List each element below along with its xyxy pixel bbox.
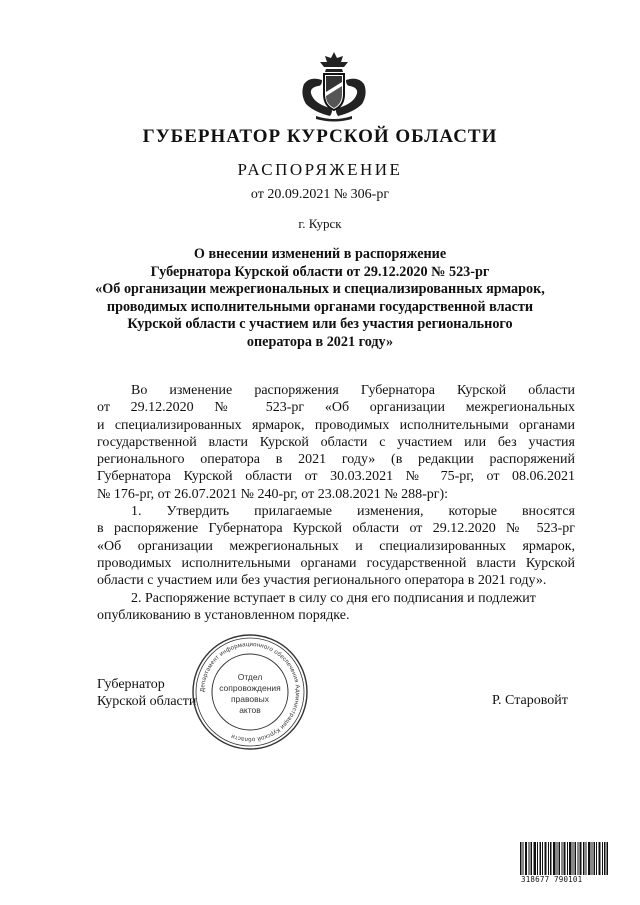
- signatory-position-line: Губернатор: [97, 677, 165, 692]
- signatory-name: Р. Старовойт: [492, 693, 568, 708]
- subject-line: О внесении изменений в распоряжение: [193, 246, 447, 262]
- subject-line: оператора в 2021 году»: [246, 333, 394, 350]
- subject-line: Курской области с участием или без участия регионального: [127, 316, 513, 332]
- document-subject: [0, 246, 640, 351]
- body-line: 1. Утвердить прилагаемые изменения, которые вносятся: [131, 504, 575, 520]
- document-type: РАСПОРЯЖЕНИЕ: [237, 160, 403, 179]
- subject-line: «Об организации межрегиональных и специализированных ярмарок,: [95, 281, 545, 297]
- body-line: государственной власти Курской области с участием или без участия: [97, 434, 575, 450]
- body-line: № 176-рг, от 26.07.2021 № 240-рг, от 23.08.2021 № 288-рг):: [97, 486, 449, 502]
- body-line: и специализированных ярмарок, проводимых исполнительными органами: [97, 417, 575, 433]
- coat-of-arms-icon: [296, 50, 372, 122]
- subject-line: проводимых исполнительными органами государственной власти: [106, 298, 534, 315]
- signatory-position-line: Курской области: [97, 694, 197, 710]
- body-line: от 29.12.2020 № 523-рг «Об организации межрегиональных: [97, 400, 575, 416]
- document-number: от 20.09.2021 № 306-рг: [250, 187, 390, 202]
- body-line: Губернатора Курской области от 30.03.2021 № 75-рг, от 08.06.2021: [97, 469, 575, 485]
- svg-text:актов: актов: [239, 705, 261, 715]
- svg-text:Департамент информационного об: Департамент информационного обеспечения Администрации Курской области: [199, 641, 301, 743]
- svg-text:правовых: правовых: [230, 694, 270, 704]
- svg-text:сопровождения: сопровождения: [219, 683, 281, 693]
- official-stamp-icon: [190, 632, 310, 752]
- svg-text:Отдел: Отдел: [237, 672, 263, 682]
- body-line: регионального оператора в 2021 году» (в редакции распоряжений: [97, 452, 575, 468]
- body-line: 2. Распоряжение вступает в силу со дня его подписания и подлежит: [131, 590, 536, 606]
- body-line: опубликованию в установленном порядке.: [97, 607, 350, 623]
- body-line: проводимых исполнительными органами государственной власти Курской: [97, 555, 575, 571]
- subject-line: Губернатора Курской области от 29.12.2020 № 523-рг: [150, 263, 490, 280]
- body-line: области с участием или без участия регионального оператора в 2021 году».: [97, 573, 547, 589]
- document-body: [97, 382, 575, 624]
- barcode-icon: [520, 842, 608, 878]
- barcode-number: 318677 790101: [521, 875, 583, 884]
- body-line: в распоряжение Губернатора Курской области от 29.12.2020 № 523-рг: [97, 521, 575, 537]
- signatory-position: [97, 676, 196, 711]
- governor-title: ГУБЕРНАТОР КУРСКОЙ ОБЛАСТИ: [142, 126, 498, 147]
- body-line: «Об организации межрегиональных и специализированных ярмарок,: [97, 538, 575, 554]
- document-city: г. Курск: [298, 216, 342, 231]
- body-line: Во изменение распоряжения Губернатора Курской области: [131, 383, 575, 398]
